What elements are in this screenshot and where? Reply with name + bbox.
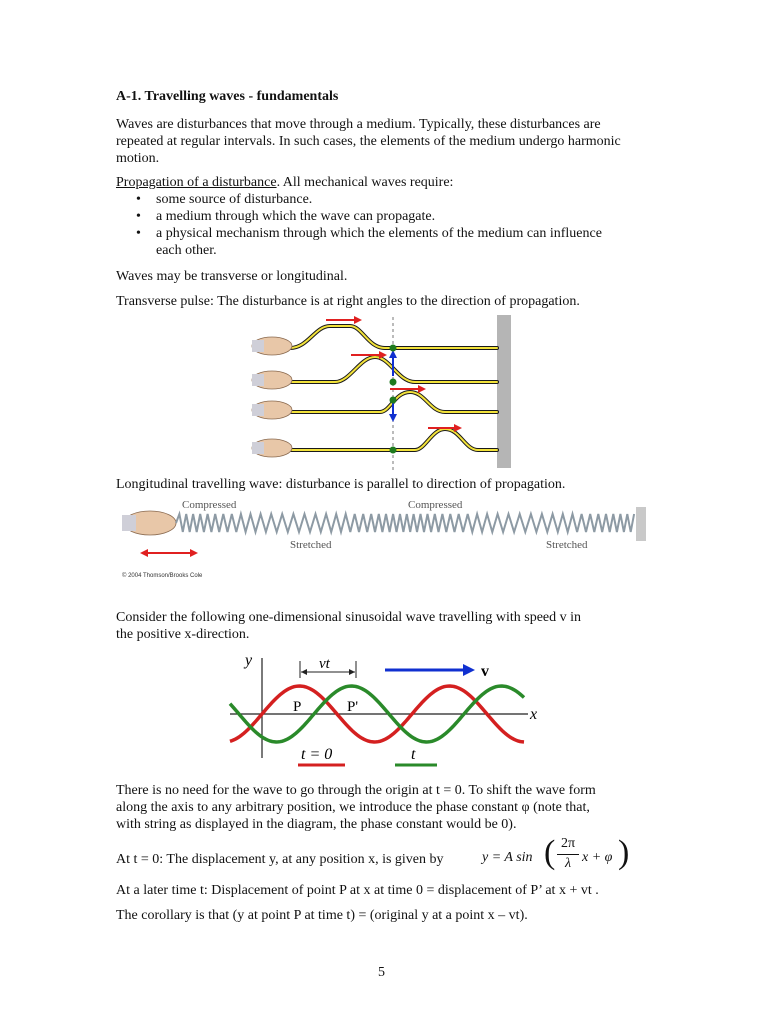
- wave-equation: y = A sin ( 2π λ x + φ ): [482, 834, 630, 871]
- oscillation-arrow: [140, 549, 198, 557]
- phase-line1: There is no need for the wave to go through the origin at t = 0. To shift the wave form: [116, 783, 596, 798]
- corollary-line: The corollary is that (y at point P at time t) = (original y at a point x – vt).: [116, 908, 528, 923]
- intro-paragraph: Waves are disturbances that move through a medium. Typically, these disturbances are repeated at regular intervals. In such cases, the elements of the medium undergo harmonic motion.: [116, 117, 621, 166]
- stretched-label-2: Stretched: [546, 539, 588, 551]
- later-time-line: At a later time t: Displacement of point P at x at time 0 = displacement of P’ at x + vt .: [116, 883, 599, 898]
- equation-denominator: λ: [564, 856, 572, 871]
- transverse-pulse-figure: [250, 312, 520, 472]
- hand-icon: [252, 337, 292, 355]
- longitudinal-caption: Longitudinal travelling wave: disturbance is parallel to direction of propagation.: [116, 477, 566, 492]
- copyright-note: © 2004 Thomson/Brooks Cole: [122, 573, 203, 579]
- hand-icon: [252, 439, 292, 457]
- hand-icon: [252, 371, 292, 389]
- longitudinal-spring-figure: [120, 497, 652, 585]
- compressed-label-2: Compressed: [408, 499, 463, 511]
- propagation-heading: Propagation of a disturbance: [116, 175, 277, 190]
- list-item: • a physical mechanism through which the elements of the medium can influence each other.: [130, 225, 606, 259]
- hand-icons: [252, 337, 292, 457]
- sinusoidal-wave-figure: [225, 648, 555, 770]
- wall: [497, 315, 511, 468]
- list-item: • some source of disturbance.: [130, 191, 616, 208]
- propagation-section: [116, 174, 656, 259]
- propagation-lead: . All mechanical waves require:: [276, 175, 454, 190]
- vt-label: vt: [319, 656, 330, 672]
- hand-icon: [252, 401, 292, 419]
- displacement-line: At t = 0: The displacement y, at any position x, is given by: [116, 852, 444, 867]
- transverse-caption: Transverse pulse: The disturbance is at right angles to the direction of propagation.: [116, 294, 580, 309]
- x-axis-label: x: [530, 706, 538, 723]
- point-p-label: P: [293, 699, 302, 715]
- t-label: t: [411, 746, 416, 763]
- section-title: A-1. Travelling waves - fundamentals: [116, 89, 339, 104]
- list-item: • a medium through which the wave can propagate.: [130, 208, 616, 225]
- velocity-label: v: [481, 663, 489, 680]
- equation-tail: x + φ: [582, 850, 613, 865]
- requirements-list: [130, 191, 656, 259]
- stretched-label-1: Stretched: [290, 539, 332, 551]
- compressed-label-1: Compressed: [182, 499, 237, 511]
- equation-numerator: 2π: [560, 836, 576, 851]
- y-axis-label: y: [245, 652, 253, 669]
- phase-line3: with string as displayed in the diagram, the phase constant would be 0).: [116, 817, 517, 832]
- hand-icon: [122, 511, 176, 535]
- equation-lhs: y = A sin: [482, 850, 533, 865]
- types-sentence: Waves may be transverse or longitudinal.: [116, 269, 348, 284]
- sinusoid-intro-line2: the positive x-direction.: [116, 627, 250, 642]
- phase-line2: along the axis to any arbitrary position, we introduce the phase constant φ (note that,: [116, 800, 590, 815]
- point-p-prime-label: P': [347, 699, 359, 715]
- spring: [176, 514, 634, 532]
- end-plate: [636, 507, 646, 541]
- t0-label: t = 0: [301, 746, 333, 763]
- sinusoid-intro-line1: Consider the following one-dimensional sinusoidal wave travelling with speed v in: [116, 610, 582, 625]
- page-number: 5: [378, 965, 385, 980]
